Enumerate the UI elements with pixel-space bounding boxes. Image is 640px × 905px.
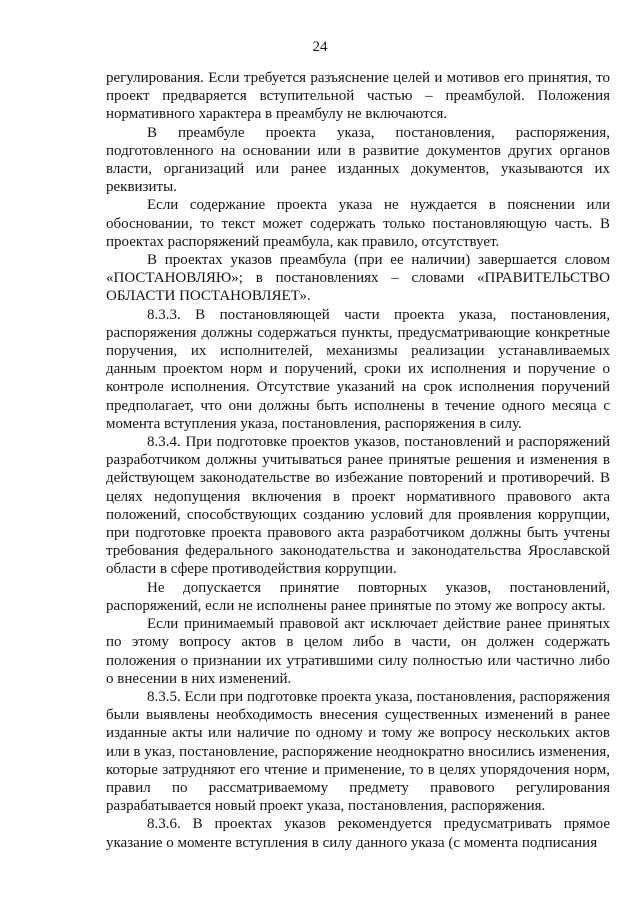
paragraph-no-repeat-acts: Не допускается принятие повторных указов, постановлений, распоряжений, если не исполнены ранее принятые по этому же вопросу акты. [106, 579, 610, 614]
paragraph-preamble-requisites: В преамбуле проекта указа, постановления, распоряжения, подготовленного на основании или в развитие документов других органов власти, организаций или ранее изданных документов, указываются их реквизиты. [106, 124, 610, 196]
page-number: 24 [312, 39, 328, 55]
paragraph-preamble-ending: В проектах указов преамбула (при ее наличии) завершается словом «ПОСТАНОВЛЯЮ»; в постановлениях – словами «ПРАВИТЕЛЬСТВО ОБЛАСТИ ПОСТАНОВЛЯЕТ». [106, 252, 610, 305]
paragraph-invalidation: Если принимаемый правовой акт исключает действие ранее принятых по этому вопросу актов в целом либо в части, он должен содержать положения о признании их утратившими силу полностью или частично либо о внесении в них изменений. [106, 616, 610, 687]
paragraph-8-3-3: 8.3.3. В постановляющей части проекта указа, постановления, распоряжения должны содержаться пункты, предусматривающие конкретные поручения, их исполнителей, механизмы реализации устанавливаемых данным проектом норм и поручений, сроки их исполнения и поручение о контроле исполнения. Отсутствие указаний на срок исполнения поручений предполагает, что они должны быть исполнены в течение одного месяца с момента вступления указа, постановления, распоряжения в силу. [106, 306, 610, 432]
paragraph-preamble-intro: регулирования. Если требуется разъяснение целей и мотивов его принятия, то проект предваряется вступительной частью – преамбулой. Положения нормативного характера в преамбулу не включаются. [106, 70, 610, 123]
paragraph-8-3-6: 8.3.6. В проектах указов рекомендуется предусматривать прямое указание о моменте вступления в силу данного указа (с момента подписания [106, 816, 610, 851]
document-body [106, 69, 610, 852]
paragraph-8-3-4: 8.3.4. При подготовке проектов указов, постановлений и распоряжений разработчиком должны учитываться ранее принятые решения и изменения в действующем законодательстве во избежание повторений и противоречий. В целях недопущения включения в проект нормативного правового акта положений, способствующих созданию условий для проявления коррупции, при подготовке проекта правового акта разработчиком должны быть учтены требования федерального законодательства и законодательства Ярославской области в сфере противодействия коррупции. [106, 434, 610, 578]
paragraph-8-3-5: 8.3.5. Если при подготовке проекта указа, постановления, распоряжения были выявлены необходимость внесения существенных изменений в ранее изданные акты или наличие по одному и тому же вопросу нескольких актов или в указ, постановление, распоряжение неоднократно вносились изменения, которые затрудняют его чтение и применение, то в целях упорядочения норм, правил по рассматриваемому предмету правового регулирования разрабатывается новый проект указа, постановления, распоряжения. [106, 688, 610, 815]
paragraph-operative-part: Если содержание проекта указа не нуждается в пояснении или обосновании, то текст может содержать только постановляющую часть. В проектах распоряжений преамбула, как правило, отсутствует. [106, 197, 610, 250]
